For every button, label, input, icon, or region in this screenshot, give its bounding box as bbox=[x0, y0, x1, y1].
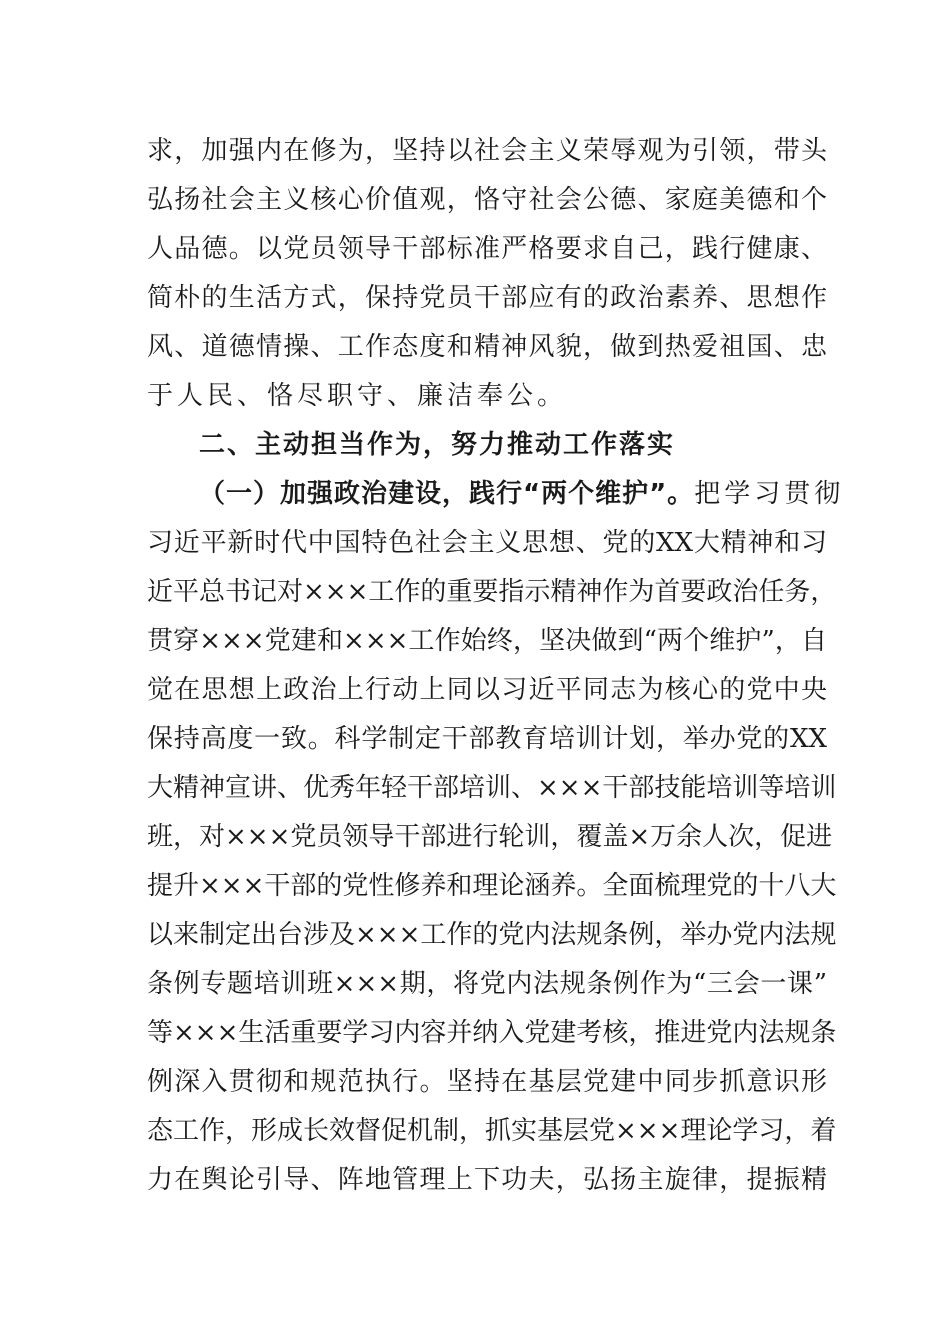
paragraph-line: 弘扬社会主义核心价值观，恪守社会公德、家庭美德和个 bbox=[147, 185, 827, 215]
body-line: 班，对×××党员领导干部进行轮训，覆盖×万余人次，促进 bbox=[147, 822, 833, 852]
body-line: 态工作，形成长效督促机制，抓实基层党×××理论学习，着 bbox=[147, 1116, 837, 1146]
subsection-title: （一）加强政治建设，践行“两个维护”。 bbox=[199, 479, 695, 509]
document-body bbox=[147, 127, 845, 1205]
paragraph-line: 人品德。以党员领导干部标准严格要求自己，践行健康、 bbox=[147, 234, 827, 264]
section-heading: 二、主动担当作为，努力推动工作落实 bbox=[199, 430, 676, 460]
paragraph-line: 风、道德情操、工作态度和精神风貌，做到热爱祖国、忠 bbox=[147, 332, 827, 362]
body-line: 保持高度一致。科学制定干部教育培训计划，举办党的XX bbox=[147, 724, 827, 754]
paragraph-line: 简朴的生活方式，保持党员干部应有的政治素养、思想作 bbox=[147, 283, 827, 313]
body-line: 例深入贯彻和规范执行。坚持在基层党建中同步抓意识形 bbox=[147, 1067, 827, 1097]
paragraph-line: 于人民、恪尽职守、廉洁奉公。 bbox=[147, 381, 568, 411]
body-line: 等×××生活重要学习内容并纳入党建考核，推进党内法规条 bbox=[147, 1018, 837, 1048]
body-line: 条例专题培训班×××期，将党内法规条例作为“三会一课” bbox=[147, 969, 827, 999]
body-line: 力在舆论引导、阵地管理上下功夫，弘扬主旋律，提振精 bbox=[147, 1165, 827, 1195]
body-line: 提升×××干部的党性修养和理论涵养。全面梳理党的十八大 bbox=[147, 871, 837, 901]
body-line: 贯穿×××党建和×××工作始终，坚决做到“两个维护”，自 bbox=[147, 626, 827, 656]
body-line: 大精神宣讲、优秀年轻干部培训、×××干部技能培训等培训 bbox=[147, 773, 837, 803]
body-line: 近平总书记对×××工作的重要指示精神作为首要政治任务， bbox=[147, 577, 837, 607]
body-line: 觉在思想上政治上行动上同以习近平同志为核心的党中央 bbox=[147, 675, 827, 705]
subsection-first-line bbox=[147, 470, 845, 519]
body-line: 习近平新时代中国特色社会主义思想、党的XX大精神和习 bbox=[147, 528, 827, 558]
body-line: 以来制定出台涉及×××工作的党内法规条例，举办党内法规 bbox=[147, 920, 837, 950]
paragraph-line: 求，加强内在修为，坚持以社会主义荣辱观为引领，带头 bbox=[147, 136, 827, 166]
subsection-first-line-text: 把学习贯彻 bbox=[694, 479, 845, 509]
